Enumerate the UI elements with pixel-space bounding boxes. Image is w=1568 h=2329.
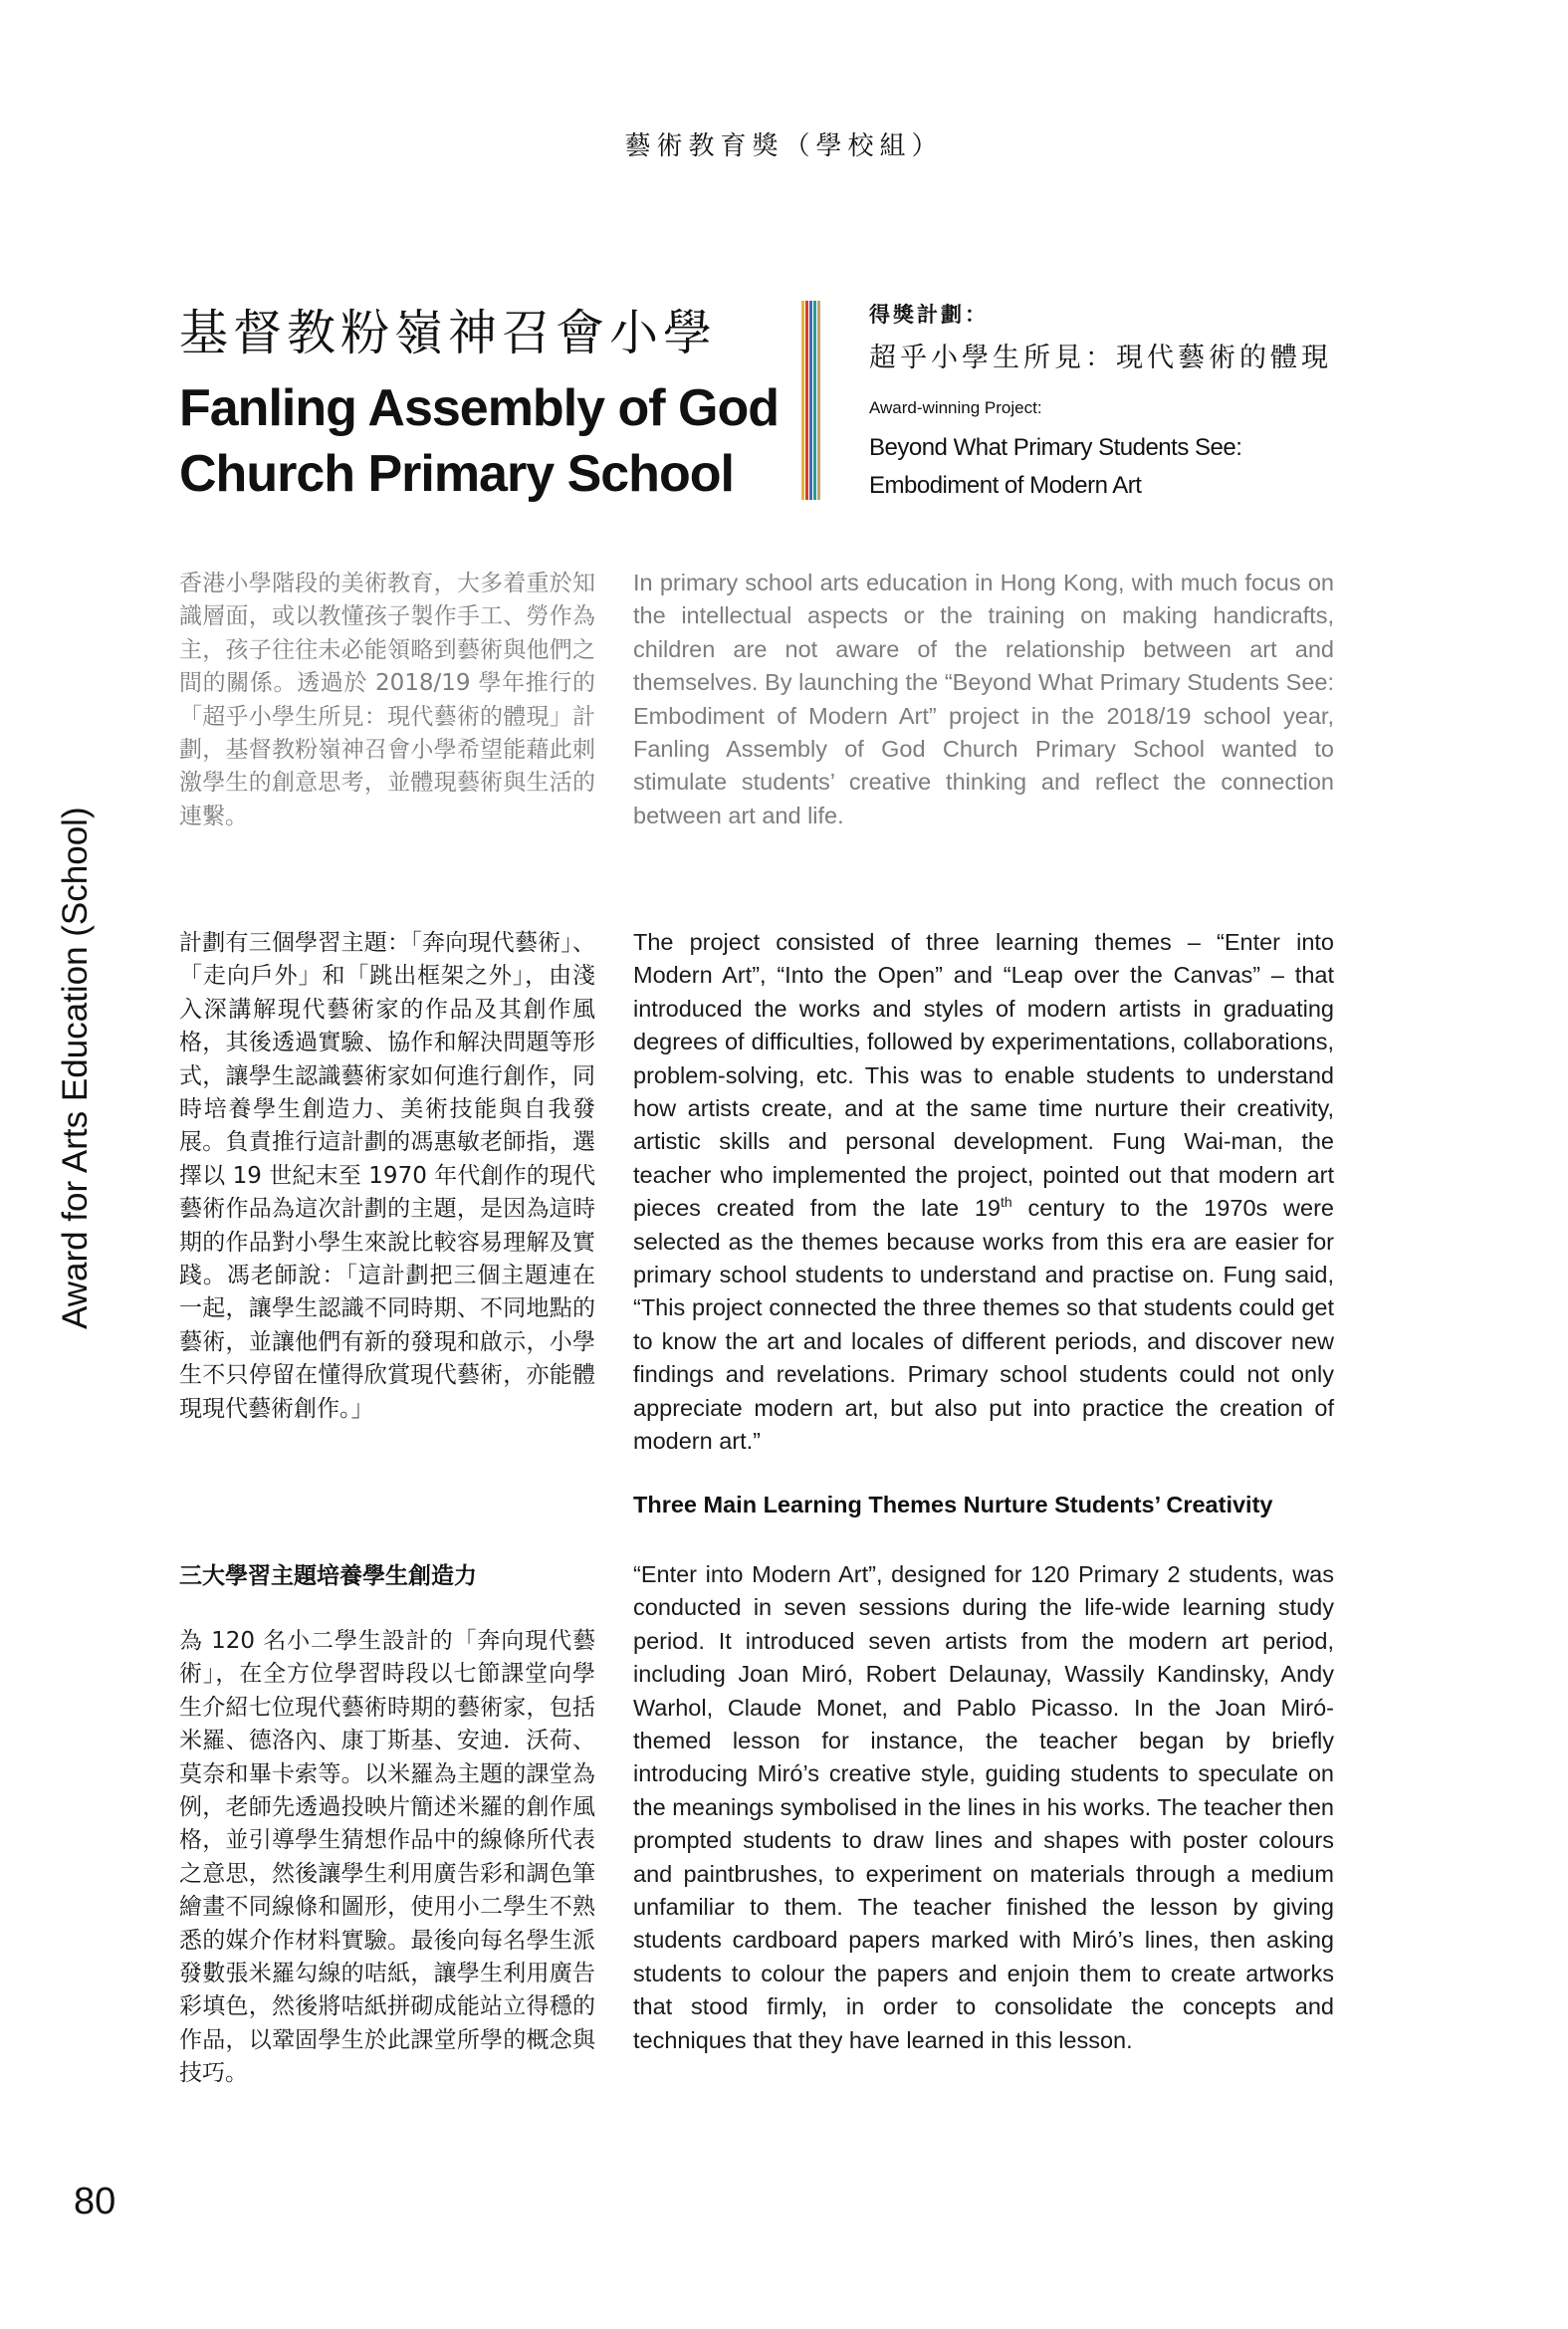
page-number: 80 — [74, 2181, 116, 2222]
superscript-th: th — [1001, 1194, 1012, 1211]
subheading-zh: 三大學習主題培養學生創造力 — [179, 1563, 477, 1589]
school-title-en-line2: Church Primary School — [179, 445, 734, 503]
school-title-en-line1: Fanling Assembly of God — [179, 379, 780, 437]
intro-paragraph-en: In primary school arts education in Hong Kong, with much focus on the intellectual aspects or the training on making handicrafts, children are not aware of the relationship between art and themselves. By launching the “Beyond What Primary Students See: Embodiment of Modern Art” project in the 2018/19 school year, Fanling Assembly of God Church Primary School wanted to stimulate students’ creative thinking and reflect the connection between art and life. — [633, 570, 1334, 828]
color-bars-decoration — [801, 301, 821, 500]
award-project-en-line2: Embodiment of Modern Art — [869, 472, 1142, 499]
intro-paragraph-zh: 香港小學階段的美術教育，大多着重於知識層面，或以教懂孩子製作手工、勞作為主，孩子往往未必能領略到藝術與他們之間的關係。透過於 2018/19 學年推行的「超乎小學生所見：現代藝術的體現」計劃，基督教粉嶺神召會小學希望能藉此刺激學生的創意思考，並體現藝術與生活的連繫。 — [179, 571, 595, 829]
award-label-zh: 得獎計劃： — [869, 303, 989, 327]
section-header: 藝術教育獎（學校組） — [624, 131, 944, 161]
body-en-p1-part2: century to the 1970s were selected as the themes because works from this era are easier for primary school students to understand and practise on. Fung said, “This project connected the three themes so that students could get to know the art and locales of different periods, and discover new findings and revelations. Primary school students could not only appreciate modern art, but also put into practice the creation of modern art.” — [633, 1195, 1334, 1455]
award-label-en: Award-winning Project: — [869, 398, 1042, 417]
body-paragraph-zh-2: 為 120 名小二學生設計的「奔向現代藝術」，在全方位學習時段以七節課堂向學生介紹七位現代藝術時期的藝術家，包括米羅、德洛內、康丁斯基、安迪．沃荷、莫奈和畢卡索等。以米羅為主題的課堂為例，老師先透過投映片簡述米羅的創作風格，並引導學生猜想作品中的線條所代表之意思，然後讓學生利用廣告彩和調色筆繪畫不同線條和圖形，使用小二學生不熟悉的媒介作材料實驗。最後向每名學生派發數張米羅勾線的咭紙，讓學生利用廣告彩填色，然後將咭紙拼砌成能站立得穩的作品，以鞏固學生於此課堂所學的概念與技巧。 — [179, 1628, 595, 2087]
body-paragraph-en-1 — [633, 926, 1334, 1459]
award-project-zh: 超乎小學生所見：現代藝術的體現 — [869, 343, 1332, 373]
subheading-en: Three Main Learning Themes Nurture Students’ Creativity — [633, 1492, 1273, 1517]
body-en-p1-part1: The project consisted of three learning themes – “Enter into Modern Art”, “Into the Open” and “Leap over the Canvas” – that introduced the works and styles of modern artists in graduating degrees of difficulties, followed by experimentations, collaborations, problem-solving, etc. This was to enable students to understand how artists create, and at the same time nurture their creativity, artistic skills and personal development. Fung Wai-man, the teacher who implemented the project, pointed out that modern art pieces created from the late 19 — [633, 929, 1334, 1222]
award-project-en-line1: Beyond What Primary Students See: — [869, 434, 1242, 461]
side-title: Award for Arts Education (School) — [56, 807, 95, 1329]
body-paragraph-en-2: “Enter into Modern Art”, designed for 120 Primary 2 students, was conducted in seven sessions during the life-wide learning study period. It introduced seven artists from the modern art period, including Joan Miró, Robert Delaunay, Wassily Kandinsky, Andy Warhol, Claude Monet, and Pablo Picasso. In the Joan Miró-themed lesson for instance, the teacher began by briefly introducing Miró’s creative style, guiding students to speculate on the meanings symbolised in the lines in his works. The teacher then prompted students to draw lines and shapes with poster colours and paintbrushes, to experiment on materials through a medium unfamiliar to them. The teacher finished the lesson by giving students cardboard papers marked with Miró’s lines, then asking students to colour the papers and enjoin them to create artworks that stood firmly, in order to consolidate the concepts and techniques that they have learned in this lesson. — [633, 1561, 1334, 2053]
school-title-zh: 基督教粉嶺神召會小學 — [179, 305, 718, 361]
body-paragraph-zh-1: 計劃有三個學習主題：「奔向現代藝術」、「走向戶外」和「跳出框架之外」，由淺入深講解現代藝術家的作品及其創作風格，其後透過實驗、協作和解決問題等形式，讓學生認識藝術家如何進行創作，同時培養學生創造力、美術技能與自我發展。負責推行這計劃的馮惠敏老師指，選擇以 19 世紀末至 1970 年代創作的現代藝術作品為這次計劃的主題，是因為這時期的作品對小學生來說比較容易理解及實踐。馮老師說：「這計劃把三個主題連在一起，讓學生認識不同時期、不同地點的藝術，並讓他們有新的發現和啟示，小學生不只停留在懂得欣賞現代藝術，亦能體現現代藝術創作。」 — [179, 930, 595, 1422]
